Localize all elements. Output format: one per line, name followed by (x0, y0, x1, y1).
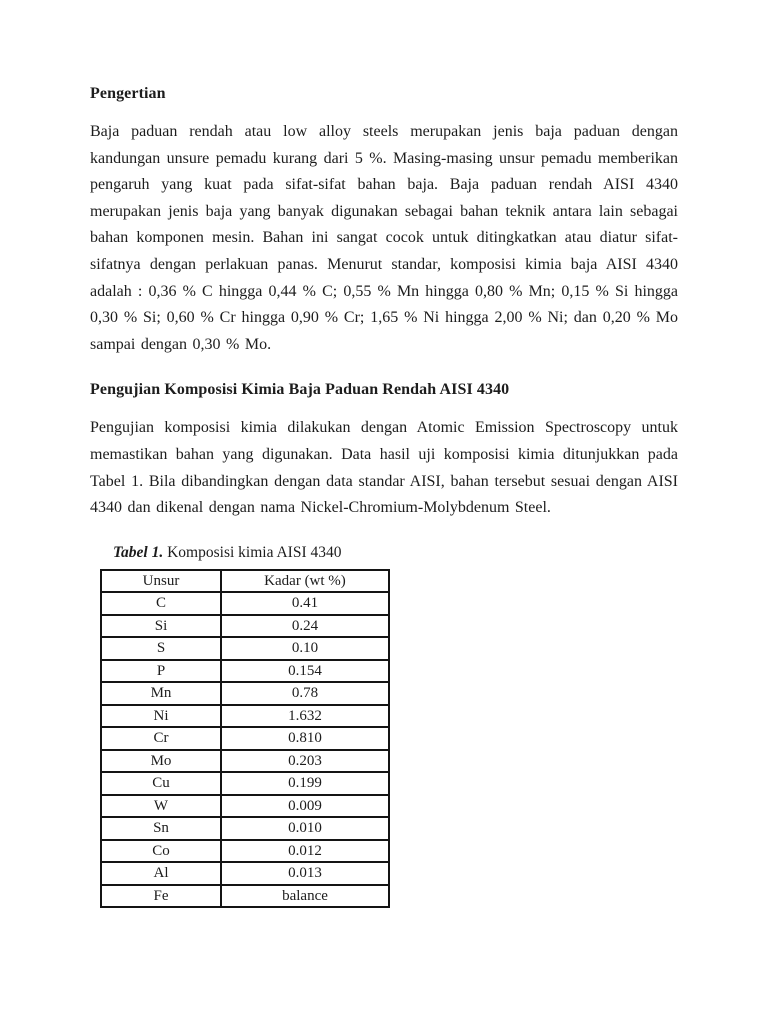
section-heading-pengujian: Pengujian Komposisi Kimia Baja Paduan Rendah AISI 4340 (90, 381, 510, 399)
value-cell: balance (221, 885, 389, 908)
element-cell: P (101, 660, 221, 683)
table-row (101, 817, 389, 840)
table-row (101, 840, 389, 863)
table-header-row (101, 570, 389, 593)
element-cell: Mn (101, 682, 221, 705)
element-cell: Al (101, 862, 221, 885)
table-row (101, 682, 389, 705)
element-cell: W (101, 795, 221, 818)
element-cell: Cr (101, 727, 221, 750)
value-cell: 0.010 (221, 817, 389, 840)
element-cell: Fe (101, 885, 221, 908)
element-cell: Cu (101, 772, 221, 795)
value-cell: 0.009 (221, 795, 389, 818)
table-row (101, 727, 389, 750)
element-cell: S (101, 637, 221, 660)
table-caption (113, 544, 678, 562)
value-cell: 0.810 (221, 727, 389, 750)
paragraph-pengujian: Pengujian komposisi kimia dilakukan dengan Atomic Emission Spectroscopy untuk memastikan bahan yang digunakan. Data hasil uji komposisi kimia ditunjukkan pada Tabel 1. Bila dibandingkan dengan data standar AISI, bahan tersebut sesuai dengan AISI 4340 dan dikenal dengan nama Nickel-Chromium-Molybdenum Steel. (90, 419, 678, 517)
table-row (101, 750, 389, 773)
value-cell: 1.632 (221, 705, 389, 728)
column-header-unsur: Unsur (101, 570, 221, 593)
table-row (101, 862, 389, 885)
value-cell: 0.013 (221, 862, 389, 885)
value-cell: 0.203 (221, 750, 389, 773)
table-row (101, 885, 389, 908)
element-cell: Mo (101, 750, 221, 773)
value-cell: 0.012 (221, 840, 389, 863)
table-row (101, 772, 389, 795)
value-cell: 0.154 (221, 660, 389, 683)
value-cell: 0.24 (221, 615, 389, 638)
element-cell: Co (101, 840, 221, 863)
table-row (101, 592, 389, 615)
element-cell: Si (101, 615, 221, 638)
table-caption-text: Komposisi kimia AISI 4340 (163, 543, 342, 561)
paragraph-pengertian: Baja paduan rendah atau low alloy steels merupakan jenis baja paduan dengan kandungan unsure pemadu kurang dari 5 %. Masing-masing unsur pemadu memberikan pengaruh yang kuat pada sifat-sifat bahan baja. Baja paduan rendah AISI 4340 merupakan jenis baja yang banyak digunakan sebagai bahan teknik antara lain sebagai bahan komponen mesin. Bahan ini sangat cocok untuk ditingkatkan atau diatur sifat-sifatnya dengan perlakuan panas. Menurut standar, komposisi kimia baja AISI 4340 adalah : 0,36 % C hingga 0,44 % C; 0,55 % Mn hingga 0,80 % Mn; 0,15 % Si hingga 0,30 % Si; 0,60 % Cr hingga 0,90 % Cr; 1,65 % Ni hingga 2,00 % Ni; dan 0,20 % Mo sampai dengan 0,30 % Mo. (90, 123, 678, 353)
value-cell: 0.78 (221, 682, 389, 705)
composition-table-body (101, 592, 389, 907)
column-header-kadar: Kadar (wt %) (221, 570, 389, 593)
element-cell: Ni (101, 705, 221, 728)
table-row (101, 615, 389, 638)
table-row (101, 705, 389, 728)
table-row (101, 795, 389, 818)
value-cell: 0.10 (221, 637, 389, 660)
composition-table (100, 569, 390, 909)
value-cell: 0.41 (221, 592, 389, 615)
element-cell: Sn (101, 817, 221, 840)
table-caption-label: Tabel 1. (113, 543, 164, 561)
table-row (101, 637, 389, 660)
section-heading-pengertian: Pengertian (90, 85, 166, 102)
table-row (101, 660, 389, 683)
value-cell: 0.199 (221, 772, 389, 795)
element-cell: C (101, 592, 221, 615)
